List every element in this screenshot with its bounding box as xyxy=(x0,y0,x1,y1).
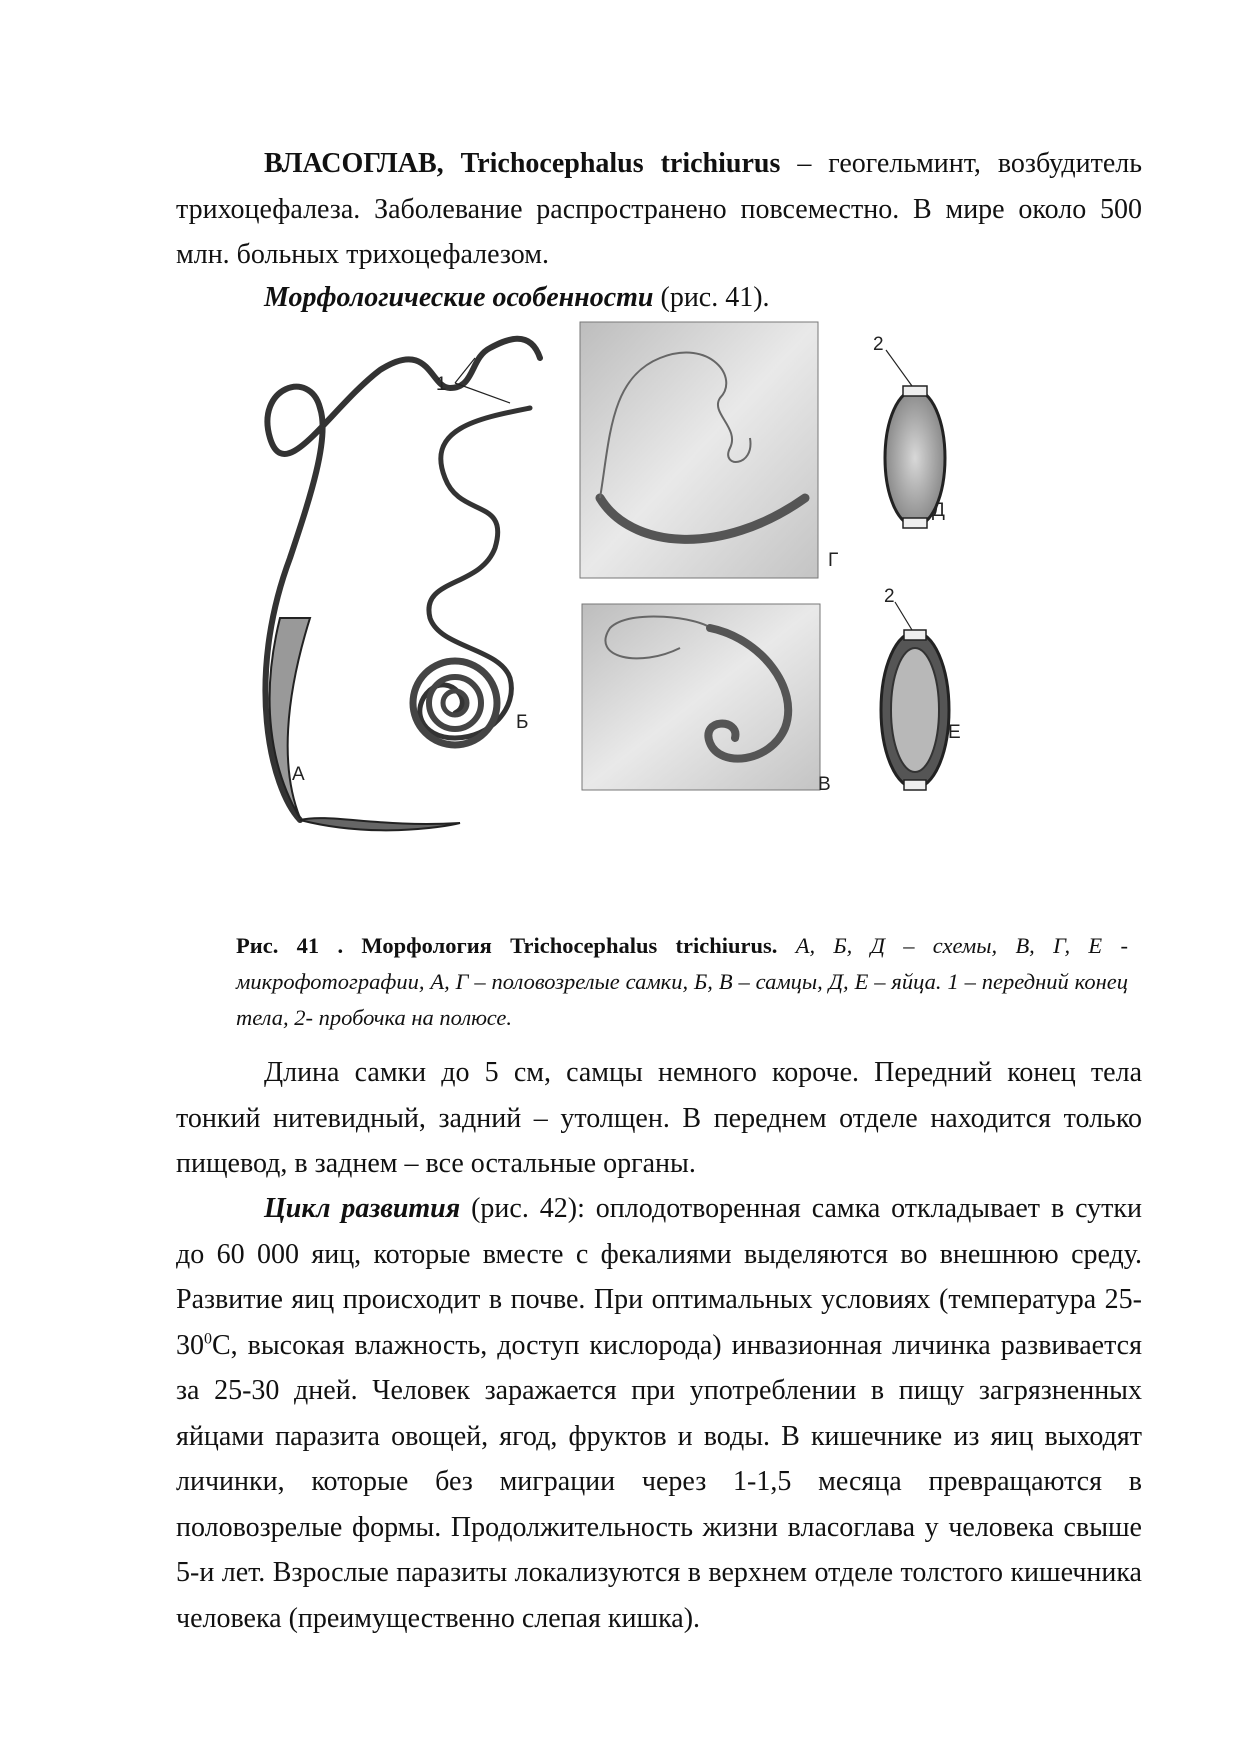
label-b: Б xyxy=(516,712,529,733)
figure-41 xyxy=(240,318,1090,910)
intro-paragraph xyxy=(176,141,1142,278)
photo-female-micro xyxy=(580,322,818,578)
cycle-text-2: С, высокая влажность, доступ кислорода) инвазионная личинка развивается за 25-30 дней. Человек заражается при употреблении в пищу загрязненных яйцами паразита овощей, ягод, фруктов и воды. В кишечнике из яиц выходят личинки, которые без миграции через 1-1,5 месяца превращаются в половозрелые формы. Продолжительность жизни власоглава у человека свыше 5-и лет. Взрослые паразиты локализуются в верхнем отделе толстого кишечника человека (преимущественно слепая кишка). xyxy=(176,1329,1142,1634)
label-v: В xyxy=(818,774,831,795)
caption-italic: А, Б, Д – схемы, В, Г, Е - микрофотографии, А, Г – половозрелые самки, Б, В – самцы, Д, Е – яйца. 1 – передний конец тела, 2- пробочка на полюсе. xyxy=(236,933,1128,1030)
cycle-title: Цикл развития xyxy=(264,1193,461,1224)
figure-caption xyxy=(236,928,1128,1036)
label-e: Е xyxy=(948,722,961,743)
cycle-paragraph xyxy=(176,1186,1142,1641)
intro-text: – геогельминт, возбудитель трихоцефалеза. Заболевание распространено повсеместно. В мире около 500 млн. больных трихоцефалезом. xyxy=(176,148,1142,270)
caption-bold: Рис. 41 . Морфология Trichocephalus trichiurus. xyxy=(236,933,778,958)
label-2-bottom: 2 xyxy=(884,586,895,607)
egg-photo xyxy=(881,602,949,790)
label-1: 1 xyxy=(436,374,447,395)
label-d: Д xyxy=(932,500,945,521)
label-g: Г xyxy=(828,550,839,571)
morphology-title: Морфологические особенности xyxy=(264,282,654,313)
label-2-top: 2 xyxy=(873,334,884,355)
photo-male-micro xyxy=(582,604,820,790)
cycle-text-1: (рис. 42): оплодотворенная самка откладывает в сутки до 60 000 яиц, которые вместе с фекалиями выделяются во внешнюю среду. Развитие яиц происходит в почве. При оптимальных условиях (температура 25-30 xyxy=(176,1193,1142,1361)
intro-term: ВЛАСОГЛАВ, Trichocephalus trichiurus xyxy=(264,148,781,179)
degree-sup: 0 xyxy=(204,1330,212,1348)
worm-male-drawing xyxy=(413,408,530,745)
label-a: А xyxy=(292,764,305,785)
morphology-heading xyxy=(176,275,1142,321)
length-paragraph: Длина самки до 5 см, самцы немного короче. Передний конец тела тонкий нитевидный, задний – утолщен. В переднем отделе находится только пищевод, в заднем – все остальные органы. xyxy=(176,1057,1142,1179)
morphology-ref: (рис. 41). xyxy=(653,282,770,313)
